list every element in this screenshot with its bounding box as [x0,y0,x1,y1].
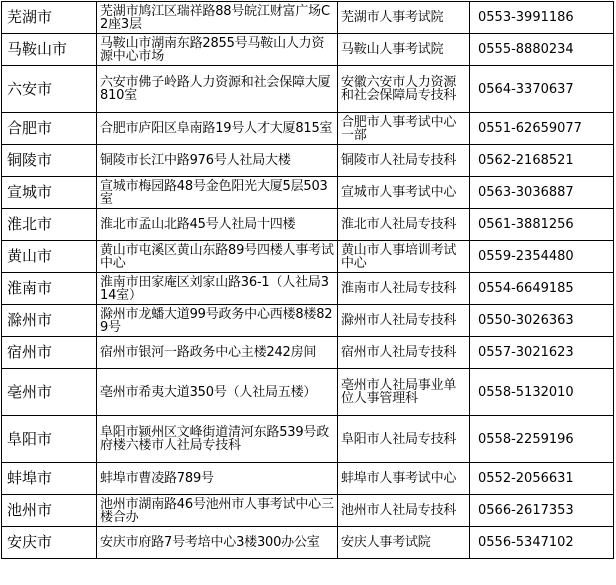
address-cell: 滁州市龙蟠大道99号政务中心西楼8楼829号 [97,305,338,337]
city-cell: 淮南市 [2,273,97,305]
city-cell: 淮北市 [2,209,97,241]
phone-cell: 0561-3881256 [470,209,614,241]
phone-cell: 0556-5347102 [470,527,614,559]
phone-cell: 0558-2259196 [470,416,614,463]
city-cell: 安庆市 [2,527,97,559]
phone-cell: 0558-5132010 [470,369,614,416]
city-cell: 宿州市 [2,337,97,369]
unit-cell: 滁州市人社局专技科 [338,305,470,337]
city-cell: 蚌埠市 [2,463,97,495]
table-row [2,177,614,209]
unit-cell: 亳州市人社局事业单位人事管理科 [338,369,470,416]
unit-cell: 黄山市人事培训考试中心 [338,241,470,273]
table-row [2,416,614,463]
unit-cell: 铜陵市人社局专技科 [338,145,470,177]
table-row [2,369,614,416]
address-cell: 宣城市梅园路48号金色阳光大厦5层503室 [97,177,338,209]
table-row [2,241,614,273]
unit-cell: 宿州市人社局专技科 [338,337,470,369]
address-cell: 铜陵市长江中路976号人社局大楼 [97,145,338,177]
address-cell: 六安市佛子岭路人力资源和社会保障大厦810室 [97,66,338,113]
unit-cell: 宣城市人事考试中心 [338,177,470,209]
address-cell: 亳州市希夷大道350号（人社局五楼） [97,369,338,416]
unit-cell: 芜湖市人事考试院 [338,2,470,34]
address-cell: 黄山市屯溪区黄山东路89号四楼人事考试中心 [97,241,338,273]
city-cell: 阜阳市 [2,416,97,463]
city-cell: 芜湖市 [2,2,97,34]
table-row [2,273,614,305]
city-cell: 宣城市 [2,177,97,209]
table-row [2,305,614,337]
address-cell: 阜阳市颍州区文峰街道清河东路539号政府楼六楼市人社局专技科 [97,416,338,463]
table-row [2,145,614,177]
table-row [2,337,614,369]
phone-cell: 0557-3021623 [470,337,614,369]
unit-cell: 池州市人社局专技科 [338,495,470,527]
city-cell: 六安市 [2,66,97,113]
city-cell: 合肥市 [2,113,97,145]
phone-cell: 0563-3036887 [470,177,614,209]
city-cell: 滁州市 [2,305,97,337]
phone-cell: 0554-6649185 [470,273,614,305]
unit-cell: 淮南市人社局专技科 [338,273,470,305]
city-cell: 铜陵市 [2,145,97,177]
address-cell: 池州市湖南路46号池州市人事考试中心三楼合办 [97,495,338,527]
table-row [2,527,614,559]
unit-cell: 马鞍山人事考试院 [338,34,470,66]
phone-cell: 0562-2168521 [470,145,614,177]
city-cell: 亳州市 [2,369,97,416]
address-cell: 蚌埠市曹凌路789号 [97,463,338,495]
city-cell: 黄山市 [2,241,97,273]
phone-cell: 0566-2617353 [470,495,614,527]
address-cell: 马鞍山市湖南东路2855号马鞍山人力资源中心市场 [97,34,338,66]
phone-cell: 0559-2354480 [470,241,614,273]
address-cell: 安庆市府路7号考培中心3楼300办公室 [97,527,338,559]
exam-office-contact-table [1,1,614,559]
table-row [2,2,614,34]
address-cell: 合肥市庐阳区阜南路19号人才大厦815室 [97,113,338,145]
phone-cell: 0552-2056631 [470,463,614,495]
address-cell: 淮北市孟山北路45号人社局十四楼 [97,209,338,241]
phone-cell: 0550-3026363 [470,305,614,337]
unit-cell: 合肥市人事考试中心一部 [338,113,470,145]
table-row [2,209,614,241]
unit-cell: 安庆人事考试院 [338,527,470,559]
table-row [2,113,614,145]
unit-cell: 蚌埠市人事考试中心 [338,463,470,495]
city-cell: 池州市 [2,495,97,527]
table-row [2,34,614,66]
phone-cell: 0553-3991186 [470,2,614,34]
phone-cell: 0555-8880234 [470,34,614,66]
city-cell: 马鞍山市 [2,34,97,66]
table-row [2,463,614,495]
table-row [2,66,614,113]
unit-cell: 阜阳市人社局专技科 [338,416,470,463]
address-cell: 淮南市田家庵区刘家山路36-1（人社局314室） [97,273,338,305]
table-row [2,495,614,527]
phone-cell: 0551-62659077 [470,113,614,145]
phone-cell: 0564-3370637 [470,66,614,113]
unit-cell: 淮北市人社局专技科 [338,209,470,241]
address-cell: 芜湖市鸠江区瑞祥路88号皖江财富广场C2座3层 [97,2,338,34]
table-body [2,2,614,559]
address-cell: 宿州市银河一路政务中心主楼242房间 [97,337,338,369]
unit-cell: 安徽六安市人力资源和社会保障局专技科 [338,66,470,113]
